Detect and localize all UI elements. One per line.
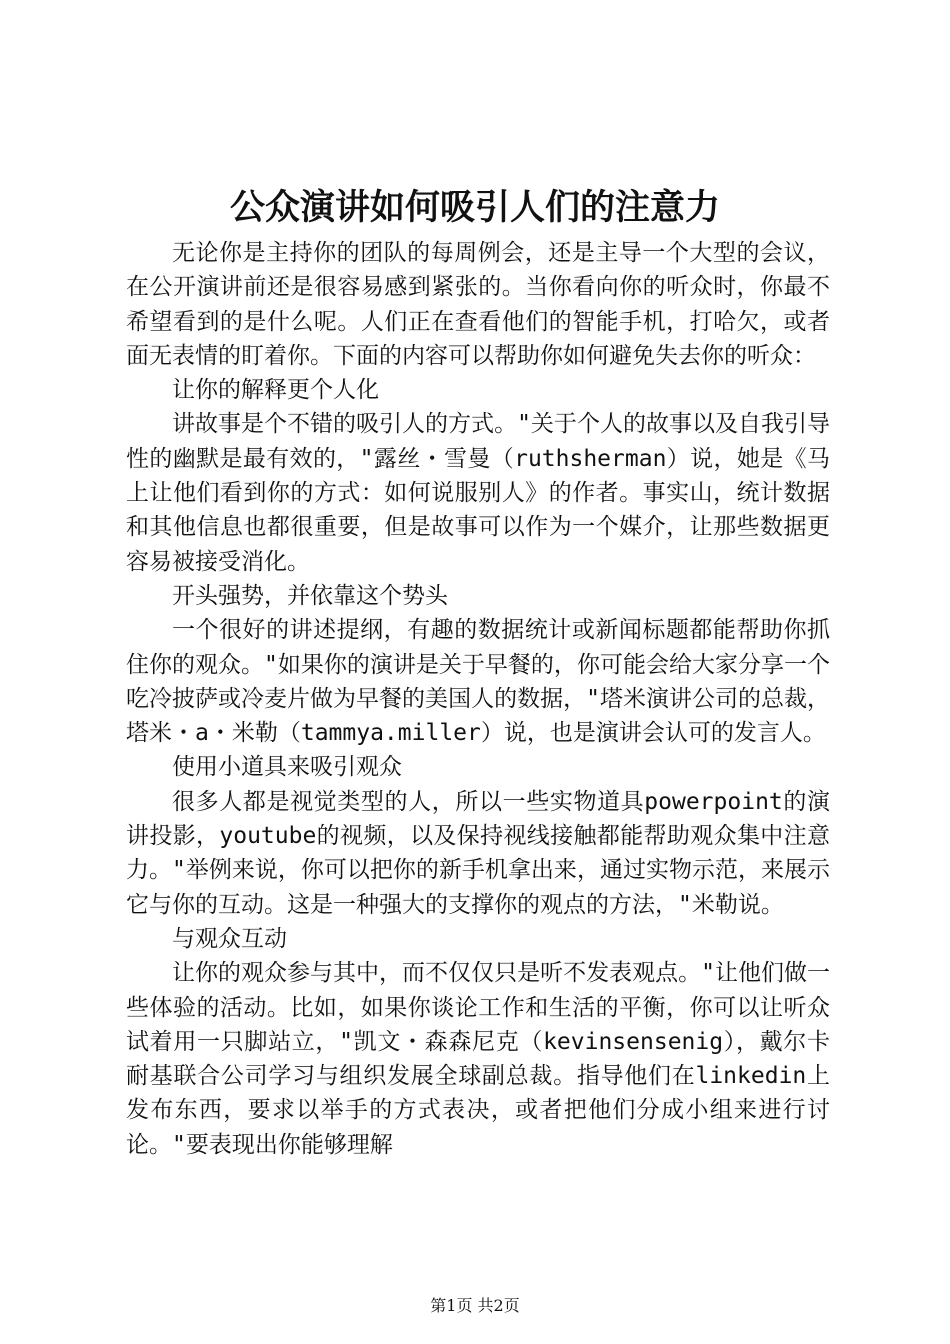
paragraph-strong-start: 一个很好的讲述提纲，有趣的数据统计或新闻标题都能帮助你抓住你的观众。"如果你的演讲是关于早餐的，你可能会给大家分享一个吃冷披萨或冷麦片做为早餐的美国人的数据，"塔米演讲公司的总裁，塔米・a・米勒（tammya.miller）说，也是演讲会认可的发言人。 [126, 617, 830, 747]
page-footer: 第1页 共2页 [430, 1296, 520, 1315]
paragraph-intro: 无论你是主持你的团队的每周例会，还是主导一个大型的会议，在公开演讲前还是很容易感到紧张的。当你看向你的听众时，你最不希望看到的是什么呢。人们正在查看他们的智能手机，打哈欠，或者面无表情的盯着你。下面的内容可以帮助你如何避免失去你的听众： [126, 240, 830, 369]
paragraph-interact: 让你的观众参与其中，而不仅仅只是听不发表观点。"让他们做一些体验的活动。比如，如果你谈论工作和生活的平衡，你可以让听众试着用一只脚站立，"凯文・森森尼克（kevinsensenig），戴尔卡耐基联合公司学习与组织发展全球副总裁。指导他们在linkedin上发布东西，要求以举手的方式表决，或者把他们分成小组来进行讨论。"要表现出你能够理解 [126, 960, 830, 1158]
section-heading-interact: 与观众互动 [172, 925, 287, 952]
section-heading-strong-start: 开头强势，并依靠这个势头 [172, 582, 448, 609]
document-body [126, 236, 830, 1162]
section-heading-props: 使用小道具来吸引观众 [172, 754, 402, 781]
paragraph-storytelling: 讲故事是个不错的吸引人的方式。"关于个人的故事以及自我引导性的幽默是最有效的，"露丝・雪曼（ruthsherman）说，她是《马上让他们看到你的方式：如何说服别人》的作者。事实山，统计数据和其他信息也都很重要，但是故事可以作为一个媒介，让那些数据更容易被接受消化。 [126, 411, 830, 575]
section-heading-personal: 让你的解释更个人化 [172, 377, 379, 404]
document-title: 公众演讲如何吸引人们的注意力 [229, 187, 720, 228]
paragraph-props: 很多人都是视觉类型的人，所以一些实物道具powerpoint的演讲投影，youtube的视频，以及保持视线接触都能帮助观众集中注意力。"举例来说，你可以把你的新手机拿出来，通过实物示范，来展示它与你的互动。这是一种强大的支撑你的观点的方法，"米勒说。 [126, 788, 830, 918]
